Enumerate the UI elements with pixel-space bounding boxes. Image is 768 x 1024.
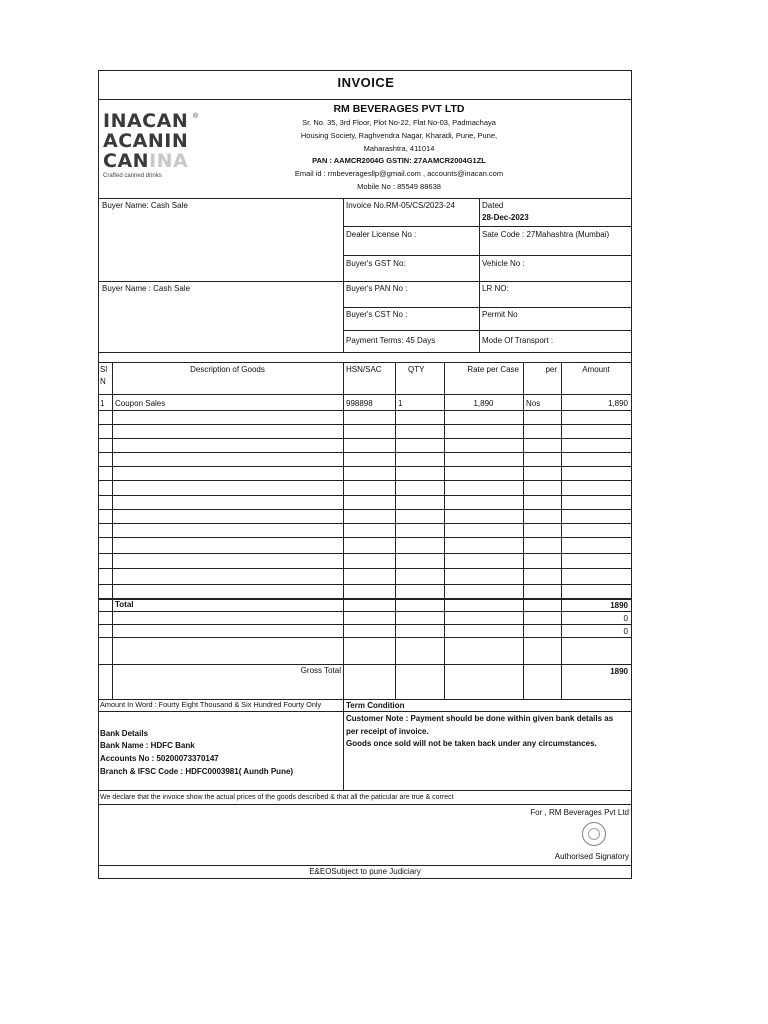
row-hsn: 998898: [346, 399, 373, 408]
row-sl: 1: [100, 399, 105, 408]
state-code: Sate Code : 27Mahashtra (Mumbai): [482, 230, 610, 239]
payment-terms: Payment Terms: 45 Days: [346, 336, 436, 345]
lr-no: LR NO:: [482, 284, 509, 293]
extra-amount-2: 0: [623, 627, 628, 636]
declaration: We declare that the invoice show the actual prices of the goods described & that all the paticular are true & correct: [100, 794, 454, 801]
row-rate: 1,890: [473, 399, 494, 408]
total-amount: 1890: [610, 601, 628, 610]
bank-details-title: Bank Details: [100, 729, 149, 738]
logo-tagline: Crafted canned drinks: [103, 173, 162, 179]
buyer-name-1: Buyer Name: Cash Sale: [102, 201, 188, 210]
col-rate-header: Rate per Case: [467, 365, 519, 374]
company-mobile: Mobile No : 85549 88638: [357, 182, 441, 191]
company-name: RM BEVERAGES PVT LTD: [333, 103, 465, 115]
dated-label: Dated: [482, 201, 504, 210]
company-address-line-3: Maharashtra, 411014: [363, 144, 435, 153]
vehicle-no: Vehicle No :: [482, 259, 525, 268]
company-logo: [103, 111, 197, 179]
bank-branch-ifsc: Branch & IFSC Code : HDFC0003981( Aundh Pune): [100, 767, 294, 776]
bank-name: Bank Name : HDFC Bank: [100, 741, 195, 750]
bank-account-no: Accounts No : 50200073370147: [100, 754, 219, 763]
company-email: Email id : rmbeveragesllp@gmail.com , accounts@inacan.com: [294, 169, 504, 178]
logo-text-line3: CAN: [103, 150, 150, 172]
extra-amount-1: 0: [623, 614, 628, 623]
company-seal-icon: [582, 822, 606, 846]
for-company: For , RM Beverages Pvt Ltd: [530, 808, 629, 817]
mode-of-transport: Mode Of Transport :: [482, 336, 554, 345]
invoice-number: Invoice No.RM-05/CS/2023-24: [346, 201, 455, 210]
term-condition-title: Term Condition: [346, 701, 405, 710]
col-qty-header: QTY: [408, 365, 425, 374]
buyer-pan: Buyer's PAN No :: [346, 284, 408, 293]
dealer-license: Dealer License No :: [346, 230, 417, 239]
permit-no: Permit No: [482, 310, 518, 319]
col-per-header: per: [545, 365, 557, 374]
registered-mark: ®: [193, 113, 199, 120]
company-pan-gstin: PAN : AAMCR2004G GSTIN: 27AAMCR2004G1ZL: [312, 156, 486, 165]
row-per: Nos: [526, 399, 541, 408]
dated-value: 28-Dec-2023: [482, 213, 529, 222]
buyer-gst: Buyer's GST No:: [346, 259, 406, 268]
row-qty: 1: [398, 399, 403, 408]
logo-text-line2: ACANIN: [103, 130, 189, 152]
customer-note-line-3: Goods once sold will not be taken back under any circumstances.: [346, 739, 597, 748]
customer-note-line-2: per receipt of invoice.: [346, 727, 429, 736]
buyer-cst: Buyer's CST No :: [346, 310, 408, 319]
total-label: Total: [115, 600, 134, 609]
row-description: Coupon Sales: [115, 399, 166, 408]
col-sl-header-2: N: [100, 377, 106, 386]
col-sl-header-1: Sl: [100, 365, 108, 374]
logo-text-line3-light: INA: [149, 150, 189, 172]
col-amount-header: Amount: [582, 365, 610, 374]
amount-in-words: Amount In Word : Fourty Eight Thousand & Six Hundred Fourty Only: [100, 700, 322, 709]
gross-total-label: Gross Total: [300, 666, 341, 675]
company-address-line-2: Housing Society, Raghvendra Nagar, Kharadi, Pune, Pune,: [300, 131, 498, 140]
invoice-title: INVOICE: [337, 75, 395, 90]
logo-text-line1: INACAN: [103, 110, 189, 132]
customer-note-line-1: Customer Note : Payment should be done within given bank details as: [346, 714, 614, 723]
col-description-header: Description of Goods: [190, 365, 265, 374]
authorised-signatory: Authorised Signatory: [554, 852, 629, 861]
col-hsn-header: HSN/SAC: [346, 365, 382, 374]
row-amount: 1,890: [607, 399, 628, 408]
gross-total-amount: 1890: [610, 667, 628, 676]
invoice-sheet: [98, 70, 632, 879]
company-address-line-1: Sr. No. 35, 3rd Floor, Plot No-22, Flat No-03, Padmachaya: [302, 118, 496, 127]
footer-note: E&EOSubject to pune Judiciary: [309, 867, 421, 876]
buyer-name-2: Buyer Name : Cash Sale: [102, 284, 191, 293]
